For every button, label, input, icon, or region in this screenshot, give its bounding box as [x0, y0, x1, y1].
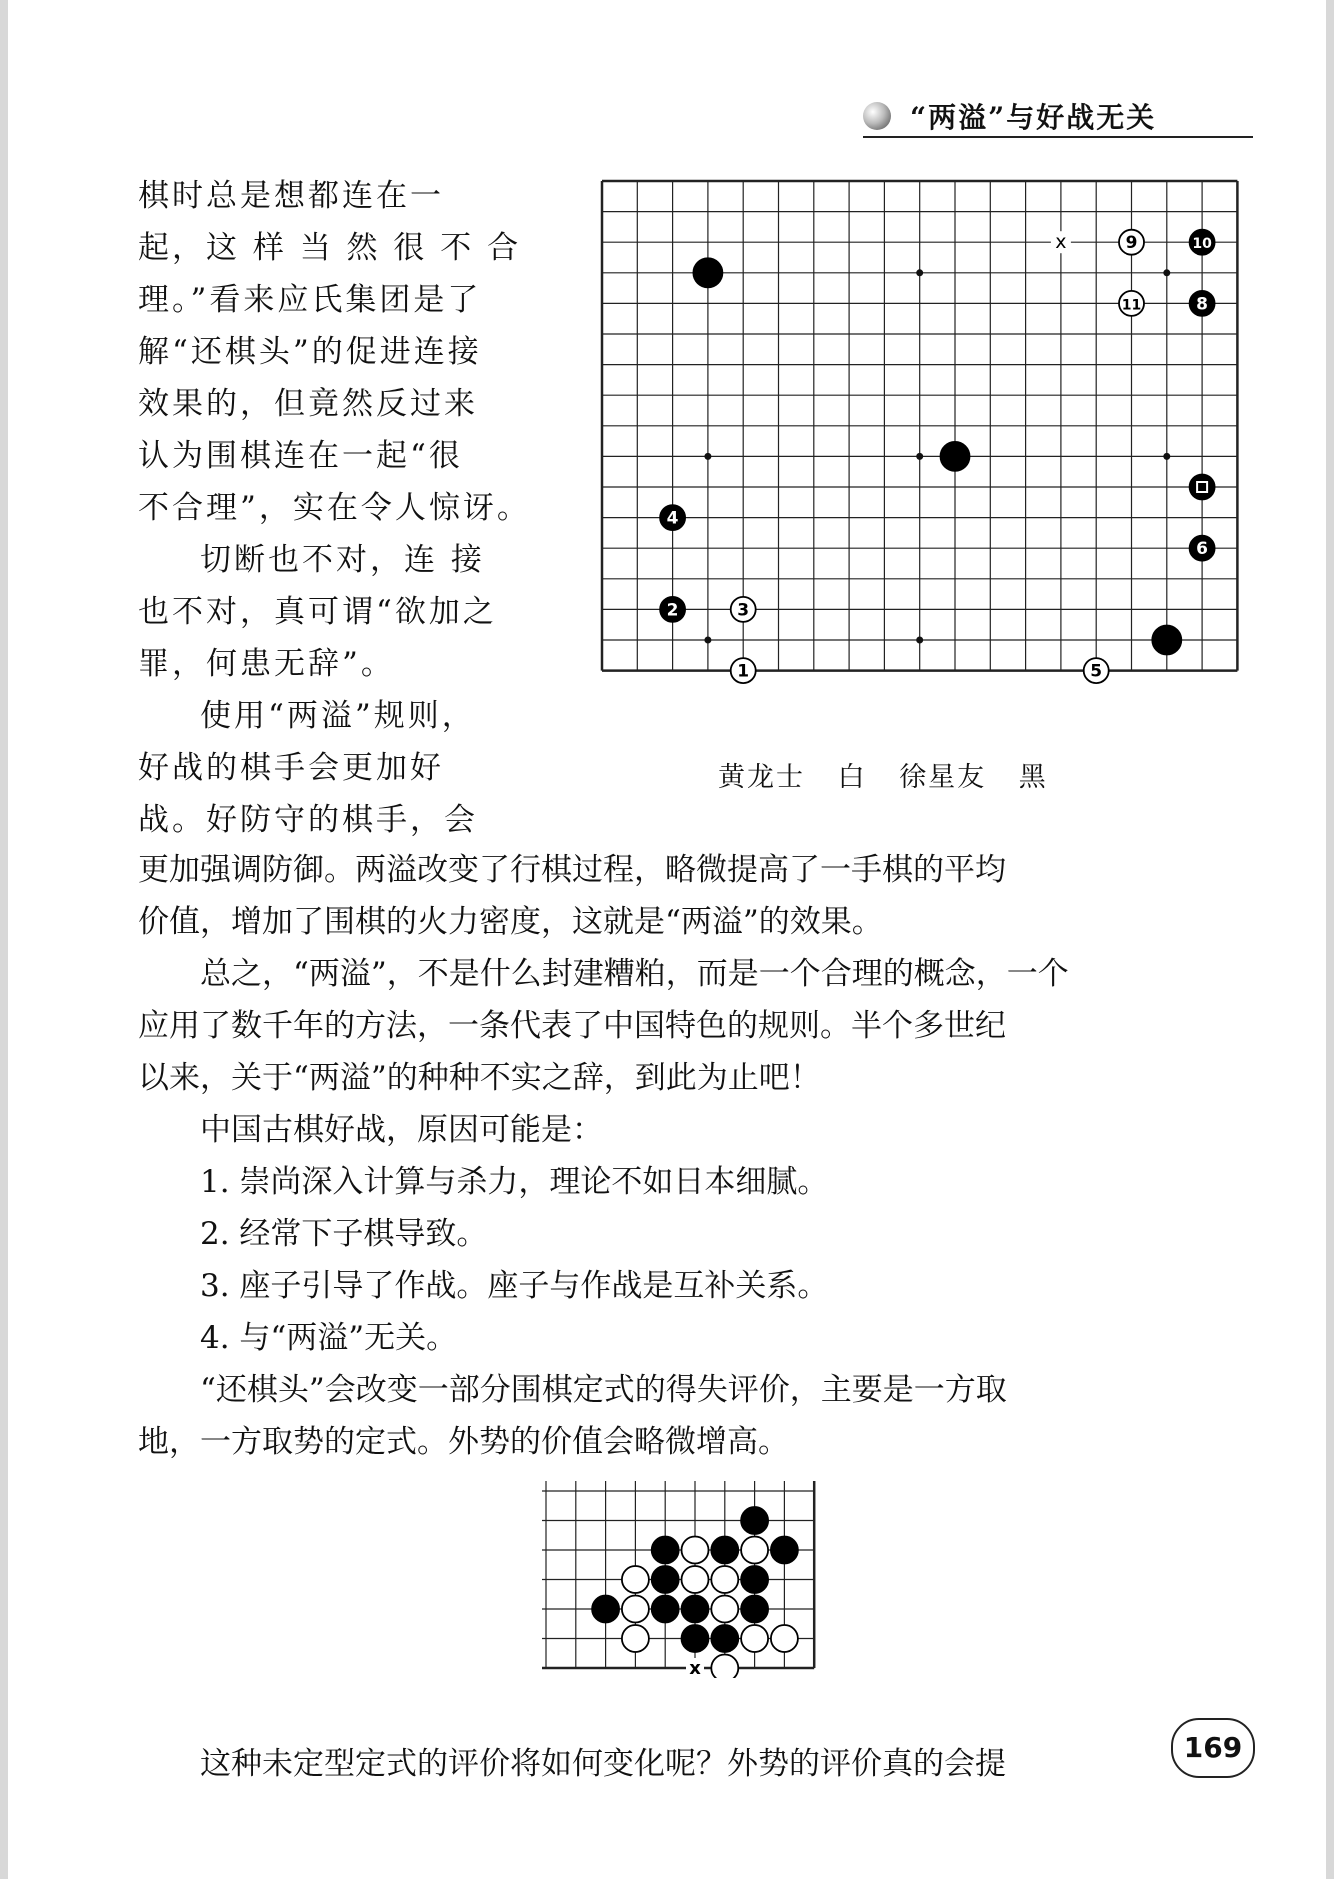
white-player-name: 黄龙士 — [718, 762, 805, 793]
star-point — [916, 453, 923, 460]
text-line: 也不对，真可谓“欲加之 — [138, 594, 497, 630]
text-line: 罪，何患无辞”。 — [138, 646, 395, 682]
stone-number: 2 — [666, 600, 679, 621]
text-line: 效果的，但竟然反过来 — [138, 386, 478, 422]
stone-number: 1 — [737, 661, 750, 682]
black-label: 黑 — [1018, 762, 1048, 793]
board-caption — [718, 755, 1070, 794]
star-point — [916, 637, 923, 644]
white-stone — [682, 1566, 709, 1593]
white-label: 白 — [837, 762, 867, 793]
white-stone — [741, 1625, 768, 1652]
star-point — [704, 637, 711, 644]
x-mark: x — [1055, 231, 1067, 254]
black-stone — [592, 1596, 619, 1623]
stone-number: 10 — [1192, 236, 1212, 253]
stone-number: 5 — [1090, 661, 1103, 682]
text-line: 棋时总是想都连在一 — [138, 178, 444, 214]
white-stone — [711, 1596, 738, 1623]
page-number: 169 — [1171, 1718, 1255, 1778]
header-title: “两溢”与好战无关 — [910, 101, 1157, 134]
white-stone — [622, 1566, 649, 1593]
text-line: 起，这 样 当 然 很 不 合 — [138, 230, 522, 266]
running-header — [863, 94, 1253, 138]
side-text-column — [138, 170, 531, 846]
white-stone — [622, 1625, 649, 1652]
stone-number: 4 — [666, 508, 679, 529]
header-ornament-icon — [863, 102, 891, 130]
text-line: 更加强调防御。两溢改变了行棋过程，略微提高了一手棋的平均 — [138, 852, 1006, 888]
stone-number: 3 — [737, 600, 750, 621]
text-line: 战。好防守的棋手，会 — [138, 802, 478, 838]
white-stone — [771, 1625, 798, 1652]
black-stone — [711, 1537, 738, 1564]
black-stone — [682, 1625, 709, 1652]
text-line: 2. 经常下子棋导致。 — [200, 1216, 488, 1252]
black-stone — [741, 1566, 768, 1593]
black-stone — [682, 1596, 709, 1623]
white-stone — [741, 1537, 768, 1564]
square-marker-inner — [1198, 483, 1206, 491]
text-line: “还棋头”会改变一部分围棋定式的得失评价，主要是一方取 — [200, 1372, 1007, 1408]
black-stone — [741, 1596, 768, 1623]
black-stone — [741, 1507, 768, 1534]
text-line: 解“还棋头”的促进连接 — [138, 334, 482, 370]
text-line: 理。”看来应氏集团是了 — [138, 282, 482, 318]
star-point — [1163, 453, 1170, 460]
stone-number: 9 — [1125, 233, 1138, 254]
text-line: 好战的棋手会更加好 — [138, 750, 444, 786]
go-board-diagram — [596, 175, 1244, 735]
text-line: 总之，“两溢”，不是什么封建糟粕，而是一个合理的概念，一个 — [200, 956, 1069, 992]
text-line: 价值，增加了围棋的火力密度，这就是“两溢”的效果。 — [138, 904, 883, 940]
text-line: 以来，关于“两溢”的种种不实之辞，到此为止吧！ — [138, 1060, 821, 1096]
text-line: 不合理”，实在令人惊讶。 — [138, 490, 531, 526]
text-line: 切断也不对，连 接 — [200, 542, 485, 578]
black-stone — [652, 1537, 679, 1564]
text-line: 这种未定型定式的评价将如何变化呢？外势的评价真的会提 — [200, 1746, 1006, 1782]
text-line: 应用了数千年的方法，一条代表了中国特色的规则。半个多世纪 — [138, 1008, 1006, 1044]
text-line: 认为围棋连在一起“很 — [138, 438, 463, 474]
black-player-name: 徐星友 — [899, 762, 987, 793]
x-mark: x — [689, 1658, 701, 1678]
text-line: 地，一方取势的定式。外势的价值会略微增高。 — [138, 1424, 789, 1460]
black-stone — [771, 1537, 798, 1564]
star-point — [916, 269, 923, 276]
text-line: 中国古棋好战，原因可能是： — [200, 1112, 603, 1148]
stone-number: 6 — [1196, 539, 1209, 560]
black-stone — [941, 442, 970, 471]
black-stone — [693, 258, 722, 287]
text-line: 使用“两溢”规则， — [200, 698, 476, 734]
book-page — [8, 0, 1326, 1879]
star-point — [704, 453, 711, 460]
joseki-diagram — [541, 1478, 861, 1678]
white-stone — [711, 1655, 738, 1679]
black-stone — [652, 1566, 679, 1593]
black-stone — [711, 1625, 738, 1652]
black-stone — [652, 1596, 679, 1623]
text-line: 3. 座子引导了作战。座子与作战是互补关系。 — [200, 1268, 829, 1304]
stone-number: 11 — [1121, 297, 1142, 314]
stone-number: 8 — [1196, 294, 1209, 315]
star-point — [1163, 269, 1170, 276]
text-line: 4. 与“两溢”无关。 — [200, 1320, 458, 1356]
white-stone — [711, 1566, 738, 1593]
white-stone — [682, 1537, 709, 1564]
text-line: 1. 崇尚深入计算与杀力，理论不如日本细腻。 — [200, 1164, 829, 1200]
white-stone — [622, 1596, 649, 1623]
black-stone — [1152, 626, 1181, 655]
